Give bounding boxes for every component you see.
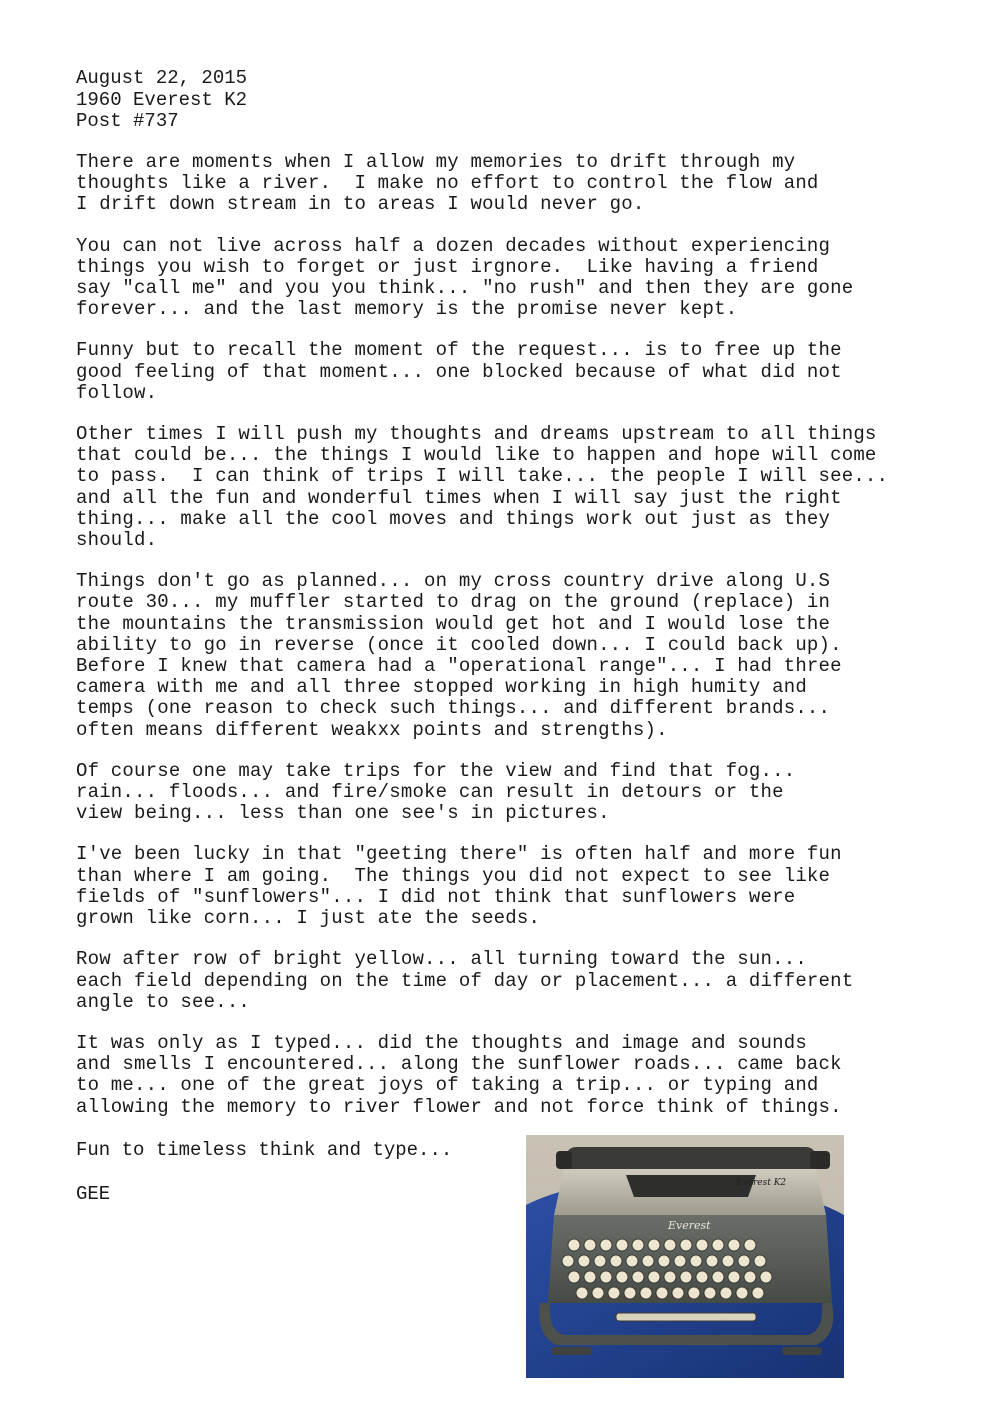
text-line: to me... one of the great joys of taking a trip... or typing and <box>76 1074 819 1097</box>
text-line: to pass. I can think of trips I will take... the people I will see... <box>76 465 889 488</box>
signature: GEE <box>76 1182 111 1205</box>
text-line: Funny but to recall the moment of the request... is to free up the <box>76 339 842 362</box>
paragraph <box>76 236 976 321</box>
typewriter-model: 1960 Everest K2 <box>76 88 248 111</box>
text-line: should. <box>76 529 158 552</box>
typewriter-illustration <box>526 1135 844 1378</box>
letter-header <box>76 68 247 133</box>
text-line: camera with me and all three stopped working in high humity and <box>76 676 807 699</box>
paragraph <box>76 152 976 216</box>
text-line: thoughts like a river. I make no effort to control the flow and <box>76 172 819 195</box>
text-line: thing... make all the cool moves and things work out just as they <box>76 507 831 530</box>
paragraph <box>76 1033 976 1118</box>
typewriter-photo <box>526 1135 844 1378</box>
text-line: I drift down stream in to areas I would never go. <box>76 193 645 216</box>
paragraph <box>76 949 976 1013</box>
text-line: There are moments when I allow my memories to drift through my <box>76 151 796 173</box>
text-line: fields of "sunflowers"... I did not think that sunflowers were <box>76 885 796 908</box>
letter-closing <box>76 1140 452 1227</box>
photo-brand-label: Everest <box>668 1219 711 1232</box>
text-line: that could be... the things I would like to happen and hope will come <box>76 444 877 467</box>
text-line: Things don't go as planned... on my cross country drive along U.S <box>76 570 831 593</box>
letter-date: August 22, 2015 <box>76 67 248 89</box>
text-line: rain... floods... and fire/smoke can result in detours or the <box>76 781 784 804</box>
text-line: than where I am going. The things you did not expect to see like <box>76 864 831 887</box>
text-line: I've been lucky in that "geeting there" is often half and more fun <box>76 843 842 866</box>
text-line: forever... and the last memory is the promise never kept. <box>76 298 738 321</box>
text-line: angle to see... <box>76 990 251 1013</box>
text-line: good feeling of that moment... one blocked because of what did not <box>76 360 842 383</box>
text-line: route 30... my muffler started to drag on the ground (replace) in <box>76 591 831 614</box>
text-line: grown like corn... I just ate the seeds. <box>76 907 541 930</box>
text-line: things you wish to forget or just irgnore. Like having a friend <box>76 255 819 278</box>
text-line: view being... less than one see's in pictures. <box>76 802 610 825</box>
text-line: Other times I will push my thoughts and dreams upstream to all things <box>76 423 877 446</box>
text-line: allowing the memory to river flower and not force think of things. <box>76 1095 842 1118</box>
text-line: and smells I encountered... along the sunflower roads... came back <box>76 1053 842 1076</box>
text-line: It was only as I typed... did the thoughts and image and sounds <box>76 1031 807 1054</box>
text-line: follow. <box>76 381 158 404</box>
paragraph <box>76 571 976 741</box>
text-line: ability to go in reverse (once it cooled down... I could back up). <box>76 633 842 656</box>
text-line: Row after row of bright yellow... all turning toward the sun... <box>76 948 807 971</box>
closing-line: Fun to timeless think and type... <box>76 1139 453 1161</box>
post-number: Post #737 <box>76 110 179 132</box>
photo-model-label: Everest K2 <box>736 1178 787 1188</box>
text-line: and all the fun and wonderful times when I will say just the right <box>76 486 842 509</box>
paragraph <box>76 424 976 551</box>
letter-body <box>76 152 976 1138</box>
paragraph <box>76 761 976 825</box>
text-line: say "call me" and you you think... "no rush" and then they are gone <box>76 277 854 300</box>
text-line: each field depending on the time of day or placement... a different <box>76 969 854 992</box>
text-line: often means different weakxx points and strengths). <box>76 718 668 741</box>
text-line: You can not live across half a dozen decades without experiencing <box>76 234 831 257</box>
paragraph <box>76 340 976 404</box>
paragraph <box>76 844 976 929</box>
text-line: Before I knew that camera had a "operational range"... I had three <box>76 655 842 678</box>
text-line: the mountains the transmission would get hot and I would lose the <box>76 612 831 635</box>
text-line: temps (one reason to check such things... and different brands... <box>76 697 831 720</box>
text-line: Of course one may take trips for the view and find that fog... <box>76 759 796 782</box>
